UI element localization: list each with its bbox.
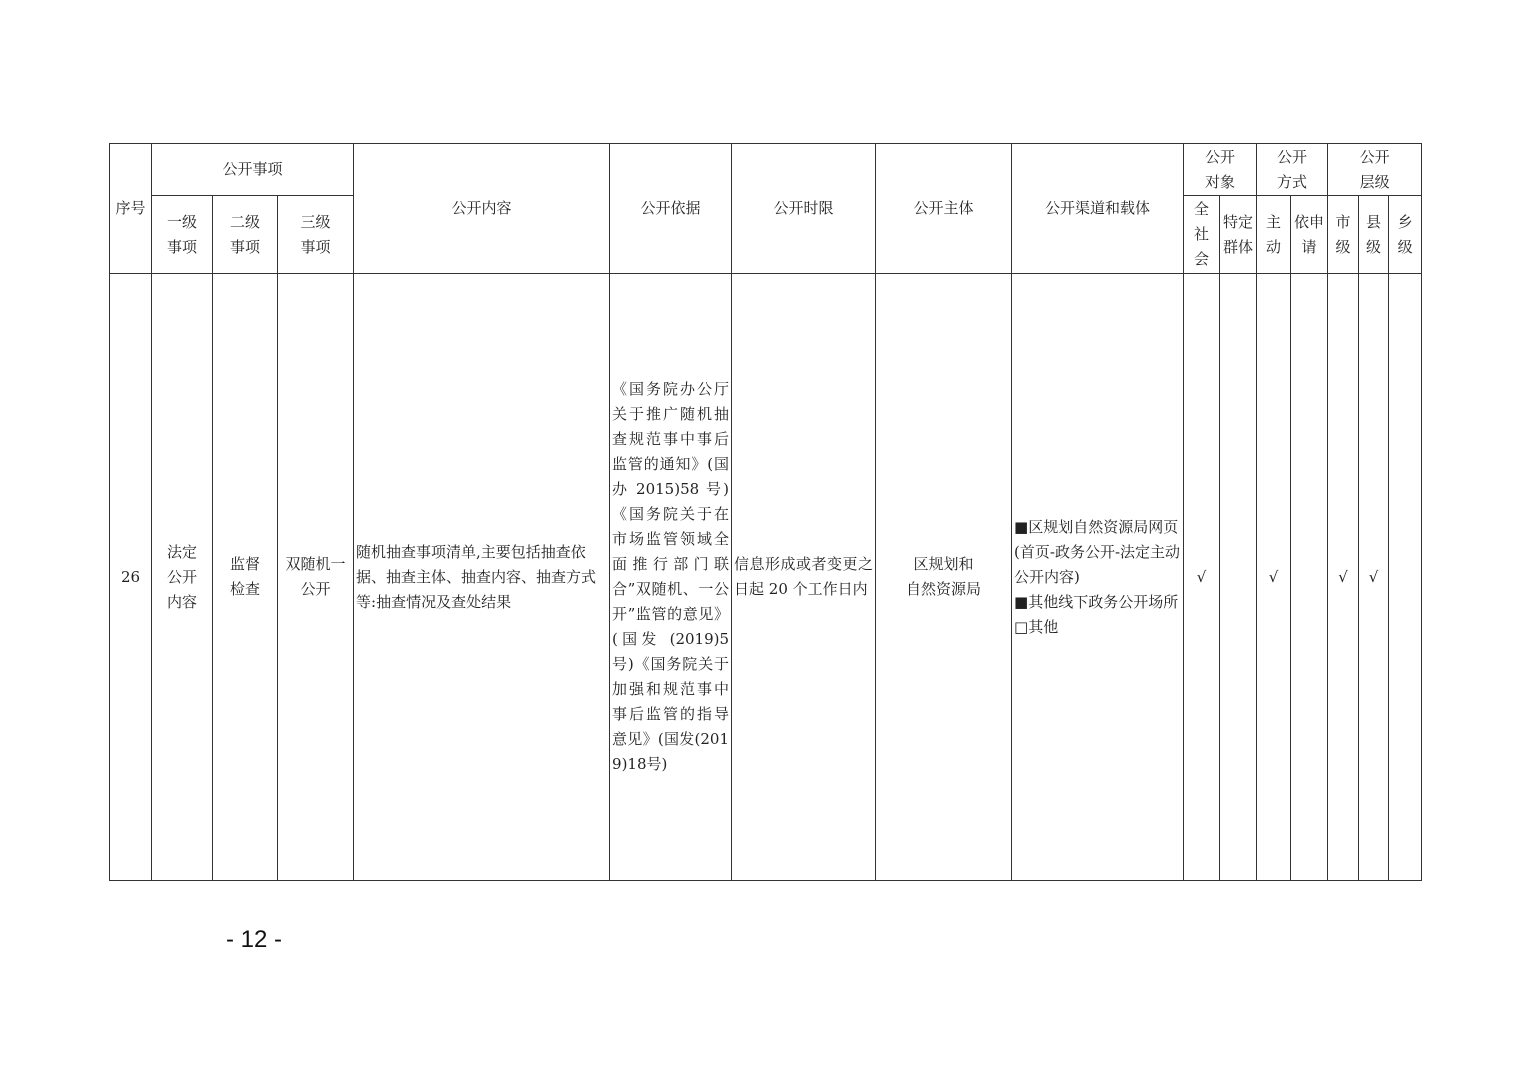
cell-basis: 《国务院办公厅关于推广随机抽查规范事中事后监管的通知》(国办 2015)58 号)《国务院关于在市场监管领域全面推行部门联合”双随机、一公开”监管的意见》(国发 (2019)5 号)《国务院关于加强和规范事中事后监管的指导意见》(国发(2019)18号) bbox=[610, 274, 732, 881]
cell-city bbox=[1328, 274, 1359, 881]
page-number: - 12 - bbox=[226, 926, 283, 953]
cell-subject: 区规划和 自然资源局 bbox=[876, 274, 1012, 881]
header-content: 公开内容 bbox=[354, 144, 610, 274]
cell-on-request bbox=[1291, 274, 1328, 881]
header-level1: 一级 事项 bbox=[152, 196, 213, 274]
cell-content: 随机抽查事项清单,主要包括抽查依据、抽查主体、抽查内容、抽查方式等:抽查情况及查处结果 bbox=[354, 274, 610, 881]
cell-time-limit: 信息形成或者变更之日起 20 个工作日内 bbox=[732, 274, 876, 881]
header-seq: 序号 bbox=[110, 144, 152, 274]
header-items-group: 公开事项 bbox=[152, 144, 354, 196]
header-city: 市 级 bbox=[1328, 196, 1359, 274]
header-method-group: 公开 方式 bbox=[1257, 144, 1328, 196]
cell-active bbox=[1257, 274, 1291, 881]
header-county: 县 级 bbox=[1359, 196, 1389, 274]
header-level2: 二级 事项 bbox=[213, 196, 278, 274]
check-mark: √ bbox=[1268, 567, 1279, 586]
header-basis: 公开依据 bbox=[610, 144, 732, 274]
header-subject: 公开主体 bbox=[876, 144, 1012, 274]
channel-option-website: ■区规划自然资源局网页(首页-政务公开-法定主动公开内容) bbox=[1014, 517, 1181, 586]
header-time-limit: 公开时限 bbox=[732, 144, 876, 274]
header-channel: 公开渠道和载体 bbox=[1012, 144, 1184, 274]
cell-county bbox=[1359, 274, 1389, 881]
check-mark: √ bbox=[1368, 567, 1379, 586]
cell-channel bbox=[1012, 274, 1184, 881]
channel-option-other: □其他 bbox=[1014, 617, 1059, 636]
cell-level1: 法定 公开 内容 bbox=[152, 274, 213, 881]
header-target-group: 公开 对象 bbox=[1184, 144, 1257, 196]
cell-whole-society bbox=[1184, 274, 1220, 881]
header-township: 乡 级 bbox=[1389, 196, 1422, 274]
header-whole-society: 全 社 会 bbox=[1184, 196, 1220, 274]
header-active: 主 动 bbox=[1257, 196, 1291, 274]
channel-option-offline: ■其他线下政务公开场所 bbox=[1014, 592, 1179, 611]
cell-seq: 26 bbox=[110, 274, 152, 881]
header-on-request: 依申 请 bbox=[1291, 196, 1328, 274]
header-specific-group: 特定 群体 bbox=[1220, 196, 1257, 274]
header-level-group: 公开 层级 bbox=[1328, 144, 1422, 196]
cell-township bbox=[1389, 274, 1422, 881]
cell-level3: 双随机一 公开 bbox=[278, 274, 354, 881]
cell-level2: 监督 检查 bbox=[213, 274, 278, 881]
header-level3: 三级 事项 bbox=[278, 196, 354, 274]
disclosure-sheet bbox=[109, 143, 1421, 881]
check-mark: √ bbox=[1338, 567, 1348, 586]
check-mark: √ bbox=[1196, 567, 1207, 586]
cell-specific-group bbox=[1220, 274, 1257, 881]
table-row bbox=[110, 274, 1422, 881]
disclosure-table bbox=[109, 143, 1422, 881]
